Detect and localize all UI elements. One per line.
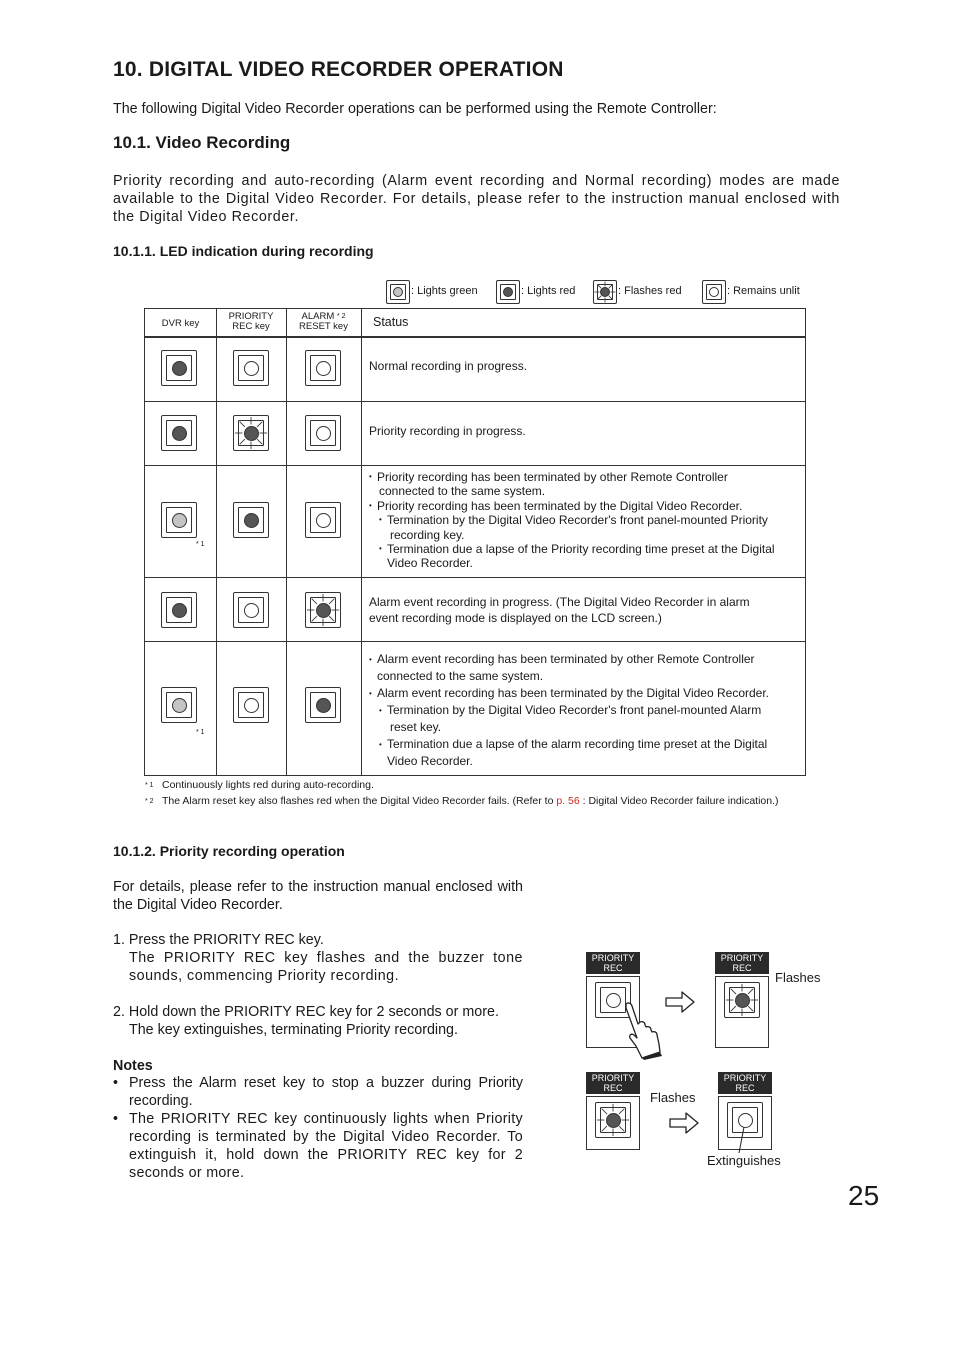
flashes-label: Flashes bbox=[775, 970, 821, 985]
intro-text: The following Digital Video Recorder operations can be performed using the Remote Controller: bbox=[113, 101, 717, 117]
footnote-mark: * 1 bbox=[196, 729, 205, 736]
dvr-key-icon bbox=[161, 502, 197, 538]
footnote-1: Continuously lights red during auto-recording. bbox=[162, 779, 374, 791]
priority-intro: For details, please refer to the instruction manual enclosed with the Digital Video Recorder. bbox=[113, 879, 523, 913]
callout-line bbox=[736, 1125, 756, 1155]
header-dvr-key: DVR key bbox=[161, 318, 200, 329]
key-label: PRIORITY REC bbox=[586, 1072, 640, 1094]
step-1-detail: The PRIORITY REC key flashes and the buzzer tone sounds, commencing Priority recording. bbox=[129, 950, 523, 984]
led-indication-table bbox=[144, 308, 806, 776]
priority-rec-key-icon bbox=[724, 982, 760, 1018]
page-number: 25 bbox=[848, 1180, 880, 1211]
status-text: • Alarm event recording has been terminated by other Remote Controller connected to the same system. • Alarm event recording has been terminated by the Digital Video Recorder. • Termination by the Digital Video Recorder's front panel-mounted Alarm reset key. • Termination due a lapse of the alarm recording time preset at the Digital Video Recorder. bbox=[369, 651, 769, 770]
section-body: Priority recording and auto-recording (Alarm event recording and Normal recording) modes are made available to the Digital Video Recorder. For details, please refer to the instruction manual enclosed with the Digital Video Recorder. bbox=[113, 173, 840, 225]
extinguishes-label: Extinguishes bbox=[707, 1153, 781, 1168]
legend-label: : Lights red bbox=[521, 285, 576, 297]
alarm-reset-key-icon bbox=[305, 350, 341, 386]
step-2: 2. Hold down the PRIORITY REC key for 2 seconds or more. bbox=[113, 1004, 499, 1020]
note-item: • Press the Alarm reset key to stop a buzzer during Priority recording. bbox=[113, 1075, 523, 1109]
legend-label: : Remains unlit bbox=[727, 285, 800, 297]
alarm-reset-key-icon bbox=[305, 592, 341, 628]
page-title: 10. DIGITAL VIDEO RECORDER OPERATION bbox=[113, 58, 564, 81]
priority-rec-key-icon bbox=[233, 350, 269, 386]
priority-rec-key-icon bbox=[233, 502, 269, 538]
footnote-mark: * 2 bbox=[145, 798, 154, 805]
dvr-key-icon bbox=[161, 687, 197, 723]
priority-rec-key-icon bbox=[595, 1102, 631, 1138]
priority-rec-key-icon bbox=[233, 415, 269, 451]
notes-heading: Notes bbox=[113, 1058, 153, 1074]
step-1: 1. Press the PRIORITY REC key. bbox=[113, 932, 324, 948]
key-label: PRIORITY REC bbox=[718, 1072, 772, 1094]
alarm-reset-key-icon bbox=[305, 502, 341, 538]
step-2-detail: The key extinguishes, terminating Priority recording. bbox=[129, 1022, 458, 1038]
alarm-reset-key-icon bbox=[305, 415, 341, 451]
page-link[interactable]: p. 56 bbox=[556, 795, 580, 807]
legend-label: : Flashes red bbox=[618, 285, 682, 297]
remains-unlit-icon bbox=[702, 280, 726, 304]
flashes-red-icon bbox=[593, 280, 617, 304]
key-label: PRIORITY REC bbox=[715, 952, 769, 974]
dvr-key-icon bbox=[161, 592, 197, 628]
priority-heading: 10.1.2. Priority recording operation bbox=[113, 843, 345, 859]
header-priority-rec-key: PRIORITY REC key bbox=[228, 311, 274, 332]
notes-list bbox=[113, 1074, 523, 1182]
key-label: PRIORITY REC bbox=[586, 952, 640, 974]
status-text: Priority recording in progress. bbox=[369, 424, 526, 438]
led-heading: 10.1.1. LED indication during recording bbox=[113, 243, 374, 259]
dvr-key-icon bbox=[161, 350, 197, 386]
header-status: Status bbox=[373, 315, 409, 329]
status-text: • Priority recording has been terminated by other Remote Controller connected to the same system. • Priority recording has been terminated by the Digital Video Recorder. • Termination by the Digital Video Recorder's front panel-mounted Priority recording key. • Termination due a lapse of the Priority recording time preset at the Digital Video Recorder. bbox=[369, 470, 775, 571]
status-text: Normal recording in progress. bbox=[369, 359, 528, 373]
status-text: Alarm event recording in progress. (The Digital Video Recorder in alarm event recording mode is displayed on the LCD screen.) bbox=[369, 595, 750, 625]
arrow-right-icon bbox=[668, 1111, 700, 1135]
priority-rec-key-icon bbox=[233, 592, 269, 628]
priority-rec-key-icon bbox=[233, 687, 269, 723]
lights-green-icon bbox=[386, 280, 410, 304]
section-heading: 10.1. Video Recording bbox=[113, 133, 291, 152]
dvr-key-icon bbox=[161, 415, 197, 451]
arrow-right-icon bbox=[664, 990, 696, 1014]
pressing-hand-icon bbox=[622, 1000, 664, 1060]
alarm-reset-key-icon bbox=[305, 687, 341, 723]
legend-label: : Lights green bbox=[411, 285, 478, 297]
note-item: • The PRIORITY REC key continuously lights when Priority recording is terminated by the Digital Video Recorder. To extinguish it, hold down the PRIORITY REC key for 2 seconds or more. bbox=[113, 1111, 523, 1181]
flashes-label: Flashes bbox=[650, 1090, 696, 1105]
footnote-mark: * 1 bbox=[196, 541, 205, 548]
footnote-mark: * 1 bbox=[145, 782, 154, 789]
header-alarm-reset-key: ALARM $^{* 2}$ RESET key bbox=[299, 311, 348, 332]
footnote-2: The Alarm reset key also flashes red when the Digital Video Recorder fails. (Refer to p. 56 : Digital Video Recorder failure indication.) bbox=[162, 795, 779, 807]
lights-red-icon bbox=[496, 280, 520, 304]
